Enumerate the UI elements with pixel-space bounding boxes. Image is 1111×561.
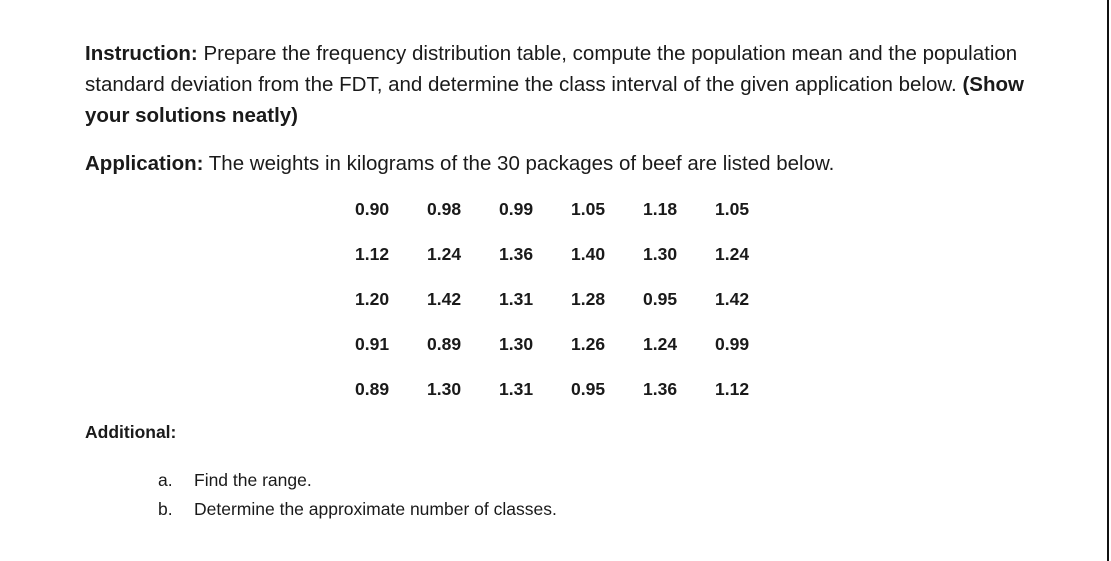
application-text: The weights in kilograms of the 30 packages of beef are listed below. [208, 152, 835, 175]
weight-value: 1.42 [715, 289, 750, 309]
list-item-text: Find the range. [194, 470, 312, 490]
instruction-label: Instruction: [85, 42, 198, 65]
weights-row [355, 289, 787, 334]
weight-value: 1.30 [643, 244, 678, 264]
list-item [158, 495, 557, 524]
weight-value: 0.89 [427, 334, 462, 354]
page-right-border [1107, 0, 1109, 561]
weight-value: 1.30 [499, 334, 534, 354]
weight-value: 1.31 [499, 289, 534, 309]
weight-value: 1.12 [715, 379, 750, 399]
weight-value: 1.36 [643, 379, 678, 399]
weights-row [355, 244, 787, 289]
weight-value: 0.89 [355, 379, 390, 399]
application-label: Application: [85, 152, 204, 175]
weight-value: 1.24 [715, 244, 750, 264]
additional-list [158, 466, 557, 524]
weight-value: 1.20 [355, 289, 390, 309]
weight-value: 1.40 [571, 244, 606, 264]
instruction-paragraph [85, 38, 1045, 131]
weight-value: 1.31 [499, 379, 534, 399]
weights-row [355, 334, 787, 379]
list-item [158, 466, 557, 495]
weight-value: 0.98 [427, 199, 462, 219]
weight-value: 1.12 [355, 244, 390, 264]
additional-heading: Additional: [85, 422, 177, 442]
weight-value: 1.28 [571, 289, 606, 309]
weights-row [355, 199, 787, 244]
weights-row [355, 379, 787, 424]
weight-value: 1.05 [715, 199, 750, 219]
weight-value: 1.24 [427, 244, 462, 264]
weight-value: 1.18 [643, 199, 678, 219]
weight-value: 0.91 [355, 334, 390, 354]
weights-table [355, 199, 787, 424]
list-marker: a. [158, 470, 173, 490]
weight-value: 1.30 [427, 379, 462, 399]
application-paragraph [85, 148, 1045, 179]
instruction-emphasis: (Show your solutions neatly) [85, 73, 1024, 127]
weight-value: 1.24 [643, 334, 678, 354]
weight-value: 0.99 [715, 334, 750, 354]
weight-value: 0.95 [643, 289, 678, 309]
weight-value: 0.99 [499, 199, 534, 219]
weight-value: 1.36 [499, 244, 534, 264]
weight-value: 1.42 [427, 289, 462, 309]
weight-value: 1.05 [571, 199, 606, 219]
instruction-text: Prepare the frequency distribution table, compute the population mean and the population standard deviation from the FDT, and determine the class interval of the given application below. [85, 42, 1018, 96]
weight-value: 0.95 [571, 379, 606, 399]
weight-value: 1.26 [571, 334, 606, 354]
weight-value: 0.90 [355, 199, 390, 219]
list-item-text: Determine the approximate number of classes. [194, 499, 557, 519]
list-marker: b. [158, 499, 173, 519]
